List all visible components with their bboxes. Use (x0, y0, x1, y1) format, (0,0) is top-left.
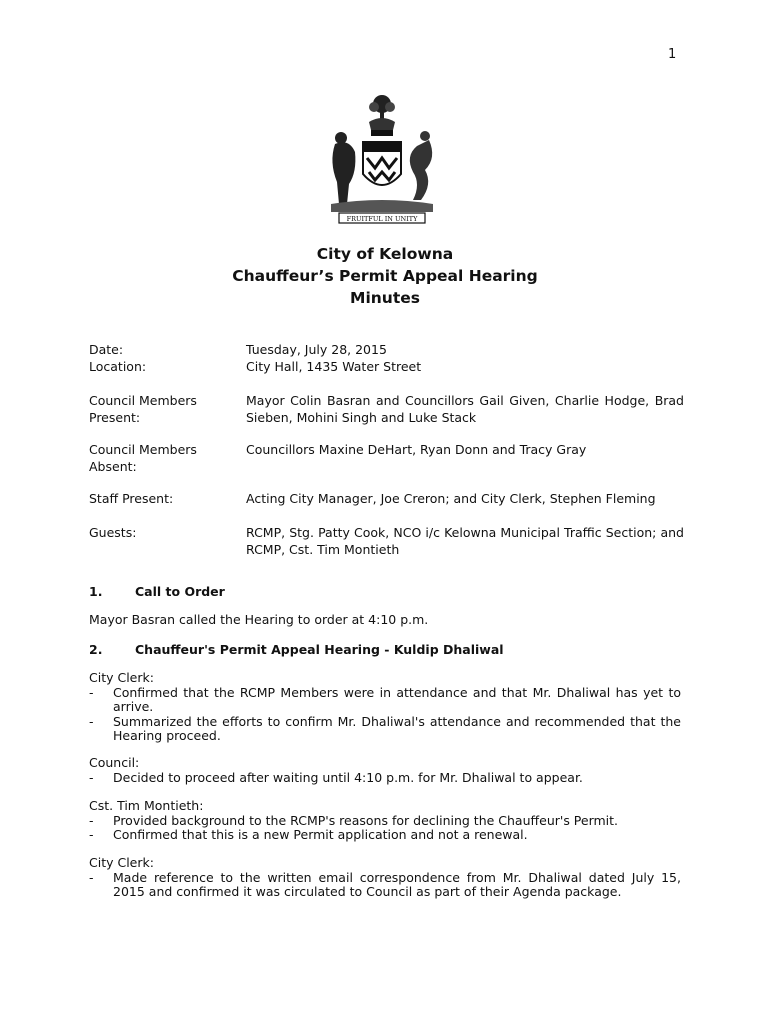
council-paragraph (89, 756, 681, 785)
city-clerk-paragraph-1 (89, 671, 681, 744)
section-1-heading (89, 585, 681, 600)
page-number: 1 (668, 47, 677, 62)
location-value: City Hall, 1435 Water Street (246, 358, 422, 374)
city-crest-logo (325, 92, 440, 227)
title-minutes: Minutes (350, 289, 420, 307)
guests-label: Guests: (89, 525, 137, 540)
guests-block (89, 525, 684, 558)
speaker-city-clerk: City Clerk: (89, 670, 154, 685)
title-hearing: Chauffeur’s Permit Appeal Hearing (232, 267, 538, 285)
date-value: Tuesday, July 28, 2015 (246, 342, 387, 357)
svg-text:FRUITFUL IN UNITY: FRUITFUL IN UNITY (346, 215, 418, 223)
city-clerk-paragraph-2 (89, 856, 681, 900)
staff-block (89, 491, 684, 508)
section-2-heading (89, 643, 681, 658)
absent-label-2: Absent: (89, 458, 137, 474)
section-1-text: Mayor Basran called the Hearing to order at 4:10 p.m. (89, 612, 429, 627)
date-location-block (89, 342, 684, 375)
location-label: Location: (89, 358, 147, 374)
present-value: Mayor Colin Basran and Councillors Gail Given, Charlie Hodge, Brad Sieben, Mohini Singh and Luke Stack (246, 393, 684, 425)
section-1-number: 1. (89, 584, 103, 599)
speaker-cst-montieth: Cst. Tim Montieth: (89, 798, 204, 813)
absent-label-1: Council Members (89, 442, 197, 457)
date-label: Date: (89, 342, 124, 357)
list-item: - Confirmed that this is a new Permit application and not a renewal. (89, 827, 528, 842)
absent-block (89, 442, 684, 475)
section-2-number: 2. (89, 642, 103, 657)
guests-value: RCMP, Stg. Patty Cook, NCO i/c Kelowna Municipal Traffic Section; and RCMP, Cst. Tim Montieth (246, 525, 684, 557)
staff-label: Staff Present: (89, 491, 174, 506)
present-label-1: Council Members (89, 393, 197, 408)
list-item: - Provided background to the RCMP's reasons for declining the Chauffeur's Permit. (89, 812, 619, 828)
staff-value: Acting City Manager, Joe Creron; and City Clerk, Stephen Fleming (246, 491, 656, 506)
section-1-title: Call to Order (135, 584, 225, 599)
list-item: - Confirmed that the RCMP Members were in attendance and that Mr. Dhaliwal has yet to arrive. (89, 684, 681, 714)
list-item: - Made reference to the written email correspondence from Mr. Dhaliwal dated July 15, 2015 and confirmed it was circulated to Council as part of their Agenda package. (89, 869, 681, 899)
list-item: - Summarized the efforts to confirm Mr. Dhaliwal's attendance and recommended that the Hearing proceed. (89, 713, 681, 743)
speaker-council: Council: (89, 755, 140, 770)
present-block (89, 393, 684, 426)
section-2-title: Chauffeur's Permit Appeal Hearing - Kuldip Dhaliwal (135, 642, 504, 657)
speaker-city-clerk-2: City Clerk: (89, 855, 154, 870)
document-title (0, 243, 770, 309)
cst-montieth-paragraph (89, 799, 681, 843)
present-label-2: Present: (89, 409, 141, 425)
list-item: - Decided to proceed after waiting until 4:10 p.m. for Mr. Dhaliwal to appear. (89, 769, 583, 785)
absent-value: Councillors Maxine DeHart, Ryan Donn and Tracy Gray (246, 442, 587, 457)
title-city: City of Kelowna (316, 245, 454, 263)
